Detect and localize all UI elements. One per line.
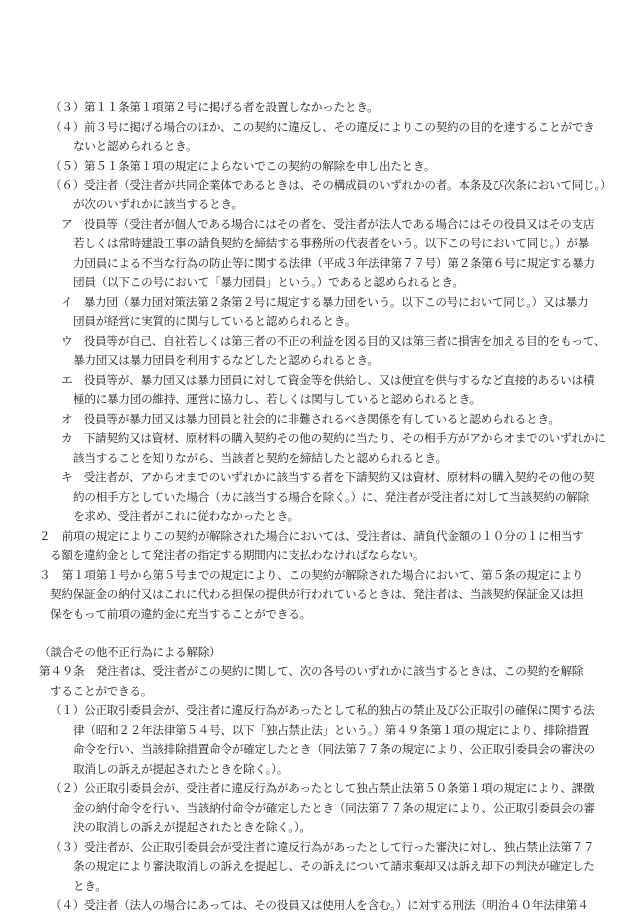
text-line: （談合その他不正行為による解除） (39, 644, 221, 659)
text-line: （４）前３号に掲げる場合のほか、この契約に違反し、その違反によりこの契約の目的を達することができ (50, 119, 595, 134)
text-line: ３ 第１項第１号から第５号までの規定により、この契約が解除された場合において、第５条の規定により (39, 567, 584, 582)
text-line: キ 受注者が、アからオまでのいずれかに該当する者を下請契約又は資材、原材料の購入契約その他の契 (61, 470, 595, 485)
text-line: ないと認められるとき。 (73, 139, 198, 153)
text-line: （６）受注者（受注者が共同企業体であるときは、その構成員のいずれかの者。本条及び次条において同じ。） (50, 177, 612, 192)
text-line: （３）第１１条第１項第２号に掲げる者を設置しなかったとき。 (50, 100, 379, 114)
text-line: （１）公正取引委員会が、受注者に違反行為があったとして私的独占の禁止及び公正取引の確保に関する法 (50, 703, 595, 718)
text-line: 該当することを知りながら、当該者と契約を締結したと認められるとき。 (73, 450, 447, 465)
text-line: 決の取消しの訴えが提起されたときを除く。）。 (73, 820, 311, 835)
text-line: 命令を行い、当該排除措置命令が確定したとき（同法第７７条の規定により、公正取引委員会の審決の (73, 742, 595, 757)
text-line: 金の納付命令を行い、当該納付命令が確定したとき（同法第７７条の規定により、公正取引委員会の審 (73, 800, 595, 815)
text-line: を求め、受注者がこれに従わなかったとき。 (73, 509, 299, 524)
text-line: （５）第５１条第１項の規定によらないでこの契約の解除を申し出たとき。 (50, 158, 436, 173)
text-line: ウ 役員等が自己、自社若しくは第三者の不正の利益を図る目的又は第三者に損害を加える目的をもって、 (61, 333, 606, 348)
text-line: ア 役員等（受注者が個人である場合にはその者を、受注者が法人である場合にはその役員又はその支店 (61, 216, 595, 231)
text-line: 団員（以下この号において「暴力団員」という。）であると認められるとき。 (73, 275, 464, 290)
text-line: 約の相手方としていた場合（カに該当する場合を除く。）に、発注者が受注者に対して当該契約の解除 (73, 489, 589, 504)
text-line: することができる。 (50, 683, 153, 698)
text-line: が次のいずれかに該当するとき。 (73, 197, 243, 212)
text-line: る額を違約金として発注者の指定する期間内に支払わなければならない。 (50, 548, 425, 563)
text-line: 若しくは常時建設工事の請負契約を締結する事務所の代表者をいう。以下この号において同じ。）が暴 (73, 236, 590, 251)
text-line: ２ 前項の規定によりこの契約が解除された場合においては、受注者は、請負代金額の１０分の１に相当す (39, 528, 584, 543)
text-line: エ 役員等が、暴力団又は暴力団員に対して資金等を供給し、又は便宜を供与するなど直接的あるいは積 (61, 372, 595, 387)
text-line: 保をもって前項の違約金に充当することができる。 (50, 606, 311, 621)
text-line: カ 下請契約又は資材、原材料の購入契約その他の契約に当たり、その相手方がアからオまでのいずれかに (61, 431, 606, 446)
text-line: 第４９条 発注者は、受注者がこの契約に関して、次の各号のいずれかに該当するときは、この契約を解除 (39, 664, 584, 679)
text-line: （４）受注者（法人の場合にあっては、その役員又は使用人を含む。）に対する刑法（明治４０年法律第４ (50, 898, 589, 912)
text-line: 律（昭和２２年法律第５４号、以下「独占禁止法」という。）第４９条第１項の規定により、排除措置 (73, 722, 590, 737)
text-line: オ 役員等が暴力団又は暴力団員と社会的に非難されるべき関係を有していると認められるとき。 (61, 411, 560, 426)
text-line: 団員が経営に実質的に関与していると認められるとき。 (73, 314, 357, 329)
text-line: 極的に暴力団の維持、運営に協力し、若しくは関与していると認められるとき。 (73, 392, 481, 407)
text-line: 取消しの訴えが提起されたときを除く。）。 (73, 761, 289, 776)
text-line: 暴力団又は暴力団員を利用するなどしたと認められるとき。 (73, 353, 379, 368)
text-line: 条の規定により審決取消しの訴えを提起し、その訴えについて請求棄却又は訴え却下の判決が確定した (73, 859, 595, 873)
text-line: とき。 (73, 878, 107, 893)
text-line: （３）受注者が、公正取引委員会が受注者に違反行為があったとして行った審決に対し、独占禁止法第７７ (50, 839, 595, 854)
text-line: 力団員による不当な行為の防止等に関する法律（平成３年法律第７７号）第２条第６号に規定する暴力 (73, 255, 595, 270)
text-line: 契約保証金の納付又はこれに代わる担保の提供が行われているときは、発注者は、当該契約保証金又は担 (50, 587, 584, 602)
text-line: （２）公正取引委員会が、受注者に違反行為があったとして独占禁止法第５０条第１項の規定により、課徴 (50, 781, 595, 796)
text-line: イ 暴力団（暴力団対策法第２条第２号に規定する暴力団をいう。以下この号において同じ。）又は暴力 (61, 294, 589, 309)
